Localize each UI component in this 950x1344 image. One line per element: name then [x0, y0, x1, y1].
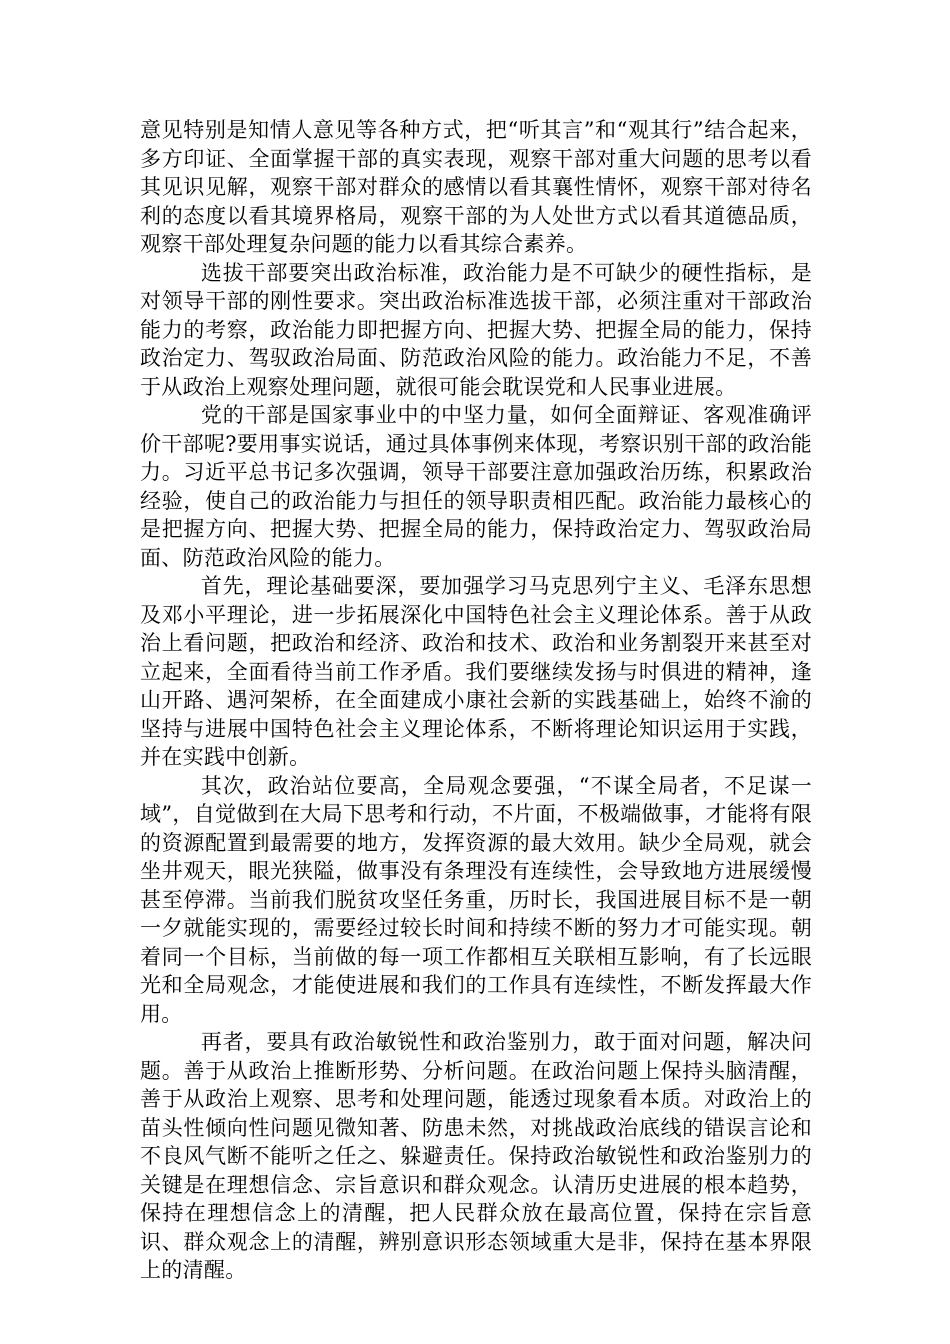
paragraph-continued: 意见特别是知情人意见等各种方式，把“听其言”和“观其行”结合起来，多方印证、全面掌握干部的真实表现，观察干部对重大问题的思考以看其见识见解，观察干部对群众的感情以看其襄性情怀，观察干部对待名利的态度以看其境界格局，观察干部的为人处世方式以看其道德品质，观察干部处理复杂问题的能力以看其综合素养。: [140, 118, 812, 256]
paragraph-evaluate-cadres: 党的干部是国家事业中的中坚力量，如何全面辩证、客观准确评价干部呢?要用事实说话，通过具体事例来体现，考察识别干部的政治能力。习近平总书记多次强调，领导干部要注意加强政治历练，积累政治经验，使自己的政治能力与担任的领导职责相匹配。政治能力最核心的是把握方向、把握大势、把握全局的能力，保持政治定力、驾驭政治局面、防范政治风险的能力。: [140, 403, 812, 570]
document-body: [140, 116, 812, 1285]
paragraph-theory-foundation: 首先，理论基础要深，要加强学习马克思列宁主义、毛泽东思想及邓小平理论，进一步拓展深化中国特色社会主义理论体系。善于从政治上看问题，把政治和经济、政治和技术、政治和业务割裂开来甚至对立起来，全面看待当前工作矛盾。我们要继续发扬与时俱进的精神，逢山开路、遇河架桥，在全面建成小康社会新的实践基础上，始终不渝的坚持与进展中国特色社会主义理论体系，不断将理论知识运用于实践，并在实践中创新。: [140, 574, 812, 769]
paragraph-political-standard: 选拔干部要突出政治标准，政治能力是不可缺少的硬性指标，是对领导干部的刚性要求。突出政治标准选拔干部，必须注重对干部政治能力的考察，政治能力即把握方向、把握大势、把握全局的能力，保持政治定力、驾驭政治局面、防范政治风险的能力。政治能力不足，不善于从政治上观察处理问题，就很可能会耽误党和人民事业进展。: [140, 260, 812, 399]
paragraph-overall-view: 其次，政治站位要高，全局观念要强，“不谋全局者，不足谋一域”，自觉做到在大局下思考和行动，不片面，不极端做事，才能将有限的资源配置到最需要的地方，发挥资源的最大效用。缺少全局观，就会坐井观天，眼光狭隘，做事没有条理没有连续性，会导致地方进展缓慢甚至停滞。当前我们脱贫攻坚任务重，历时长，我国进展目标不是一朝一夕就能实现的，需要经过较长时间和持续不断的努力才可能实现。朝着同一个目标，当前做的每一项工作都相互关联相互影响，有了长远眼光和全局观念，才能使进展和我们的工作具有连续性，不断发挥最大作用。: [140, 773, 812, 1026]
paragraph-political-sensitivity: 再者，要具有政治敏锐性和政治鉴别力，敢于面对问题，解决问题。善于从政治上推断形势、分析问题。在政治问题上保持头脑清醒，善于从政治上观察、思考和处理问题，能透过现象看本质。对政治上的苗头性倾向性问题见微知著、防患未然，对挑战政治底线的错误言论和不良风气断不能听之任之、躲避责任。保持政治敏锐性和政治鉴别力的关键是在理想信念、宗旨意识和群众观念。认清历史进展的根本趋势，保持在理想信念上的清醒，把人民群众放在最高位置，保持在宗旨意识、群众观念上的清醒，辨别意识形态领域重大是非，保持在基本界限上的清醒。: [140, 1030, 812, 1282]
